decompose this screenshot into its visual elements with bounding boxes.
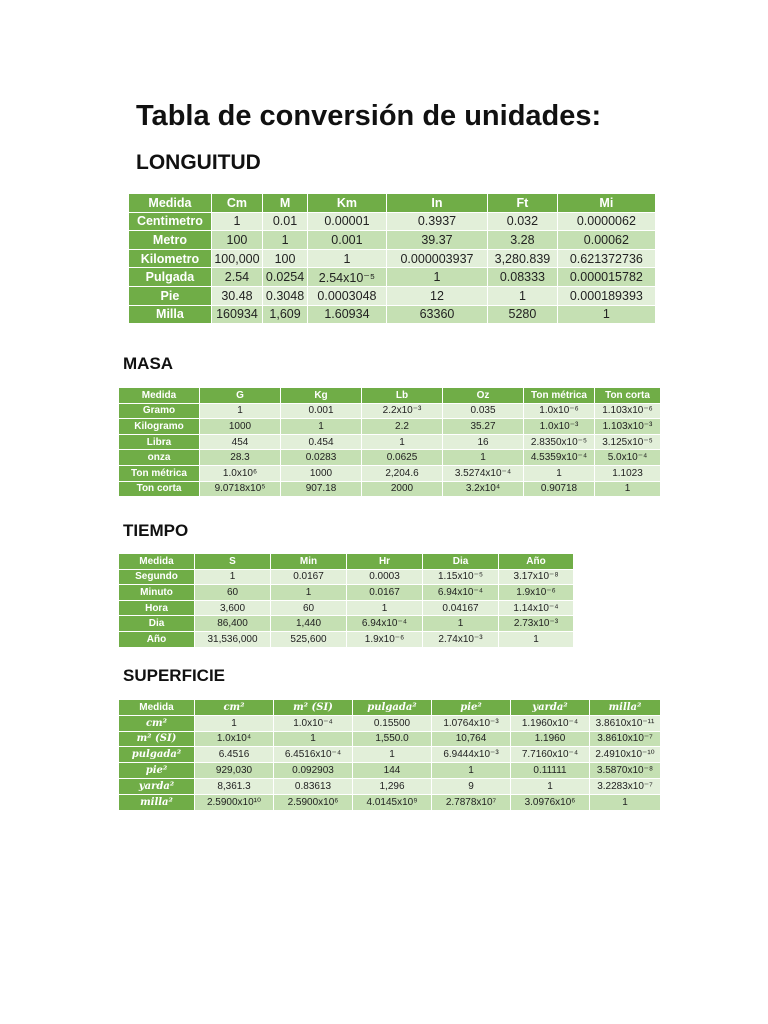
table-row	[119, 795, 660, 810]
table-cell: 454	[200, 435, 280, 450]
table-cell: 1.14x10⁻⁴	[499, 601, 573, 616]
table-cell: 0.092903	[274, 763, 352, 778]
column-header: pulgada²	[353, 700, 431, 715]
table-cell: 160934	[212, 306, 262, 324]
table-cell: 1	[200, 404, 280, 419]
masa-table	[118, 387, 661, 497]
table-cell: 3.8610x10⁻¹¹	[590, 716, 660, 731]
table-cell: 1	[281, 419, 361, 434]
table-cell: 1.0x10⁻⁴	[274, 716, 352, 731]
row-header: cm²	[119, 716, 194, 731]
column-header: m² (SI)	[274, 700, 352, 715]
table-cell: 30.48	[212, 287, 262, 305]
table-cell: 3.28	[488, 231, 557, 249]
table-cell: 0.00062	[558, 231, 655, 249]
table-row	[129, 306, 655, 324]
table-row	[119, 419, 660, 434]
row-header: Centimetro	[129, 213, 211, 231]
table-cell: 1	[353, 747, 431, 762]
section-heading-tiempo: TIEMPO	[123, 521, 189, 540]
table-cell: 4.5359x10⁻⁴	[524, 450, 594, 465]
table-cell: 6.9444x10⁻³	[432, 747, 510, 762]
longitud-table	[128, 193, 656, 324]
table-row	[119, 466, 660, 481]
row-header: Gramo	[119, 404, 199, 419]
table-row	[119, 435, 660, 450]
table-cell: 6.94x10⁻⁴	[347, 616, 422, 631]
table-cell: 0.000015782	[558, 268, 655, 286]
section-heading-longitud: LONGUITUD	[136, 151, 261, 174]
table-cell: 0.90718	[524, 482, 594, 497]
column-header: Cm	[212, 194, 262, 212]
table-cell: 2,204.6	[362, 466, 442, 481]
table-cell: 1	[511, 779, 589, 794]
table-cell: 2.7878x10⁷	[432, 795, 510, 810]
column-header: G	[200, 388, 280, 403]
table-cell: 8,361.3	[195, 779, 273, 794]
table-cell: 1.9x10⁻⁶	[347, 632, 422, 647]
table-cell: 1	[590, 795, 660, 810]
table-cell: 1	[212, 213, 262, 231]
table-cell: 1.9x10⁻⁶	[499, 585, 573, 600]
table-cell: 3.8610x10⁻⁷	[590, 732, 660, 747]
table-cell: 0.0283	[281, 450, 361, 465]
table-cell: 0.001	[281, 404, 361, 419]
table-cell: 3.2x10⁴	[443, 482, 523, 497]
column-header: Dia	[423, 554, 498, 569]
column-header: Lb	[362, 388, 442, 403]
header-row	[119, 388, 660, 403]
table-cell: 1.0x10⁶	[200, 466, 280, 481]
table-cell: 0.621372736	[558, 250, 655, 268]
column-header: Hr	[347, 554, 422, 569]
table-cell: 1	[488, 287, 557, 305]
table-cell: 100,000	[212, 250, 262, 268]
table-cell: 1.0764x10⁻³	[432, 716, 510, 731]
column-header: Ft	[488, 194, 557, 212]
table-cell: 0.001	[308, 231, 386, 249]
table-cell: 0.0003048	[308, 287, 386, 305]
table-cell: 1	[274, 732, 352, 747]
table-cell: 6.4516x10⁻⁴	[274, 747, 352, 762]
row-header: onza	[119, 450, 199, 465]
table-cell: 100	[263, 250, 307, 268]
table-row	[119, 616, 573, 631]
table-cell: 3.125x10⁻⁵	[595, 435, 660, 450]
table-row	[119, 570, 573, 585]
table-cell: 3.5274x10⁻⁴	[443, 466, 523, 481]
table-cell: 1	[347, 601, 422, 616]
table-cell: 0.00001	[308, 213, 386, 231]
table-cell: 525,600	[271, 632, 346, 647]
table-cell: 1.15x10⁻⁵	[423, 570, 498, 585]
table-cell: 86,400	[195, 616, 270, 631]
table-cell: 1000	[281, 466, 361, 481]
table-cell: 2.74x10⁻³	[423, 632, 498, 647]
table-cell: 12	[387, 287, 487, 305]
table-cell: 2.54	[212, 268, 262, 286]
table-cell: 5.0x10⁻⁴	[595, 450, 660, 465]
table-cell: 100	[212, 231, 262, 249]
table-cell: 2.5900x10⁶	[274, 795, 352, 810]
column-header: S	[195, 554, 270, 569]
table-row	[119, 716, 660, 731]
table-cell: 1.60934	[308, 306, 386, 324]
table-cell: 0.0254	[263, 268, 307, 286]
row-header: Libra	[119, 435, 199, 450]
table-row	[129, 250, 655, 268]
section-heading-masa: MASA	[123, 354, 174, 373]
table-row	[119, 585, 573, 600]
table-cell: 0.01	[263, 213, 307, 231]
table-cell: 16	[443, 435, 523, 450]
table-row	[119, 404, 660, 419]
row-header: Pie	[129, 287, 211, 305]
table-cell: 3.0976x10⁶	[511, 795, 589, 810]
row-header: Pulgada	[129, 268, 211, 286]
table-cell: 1	[595, 482, 660, 497]
column-header: Medida	[119, 388, 199, 403]
table-cell: 10,764	[432, 732, 510, 747]
table-cell: 0.0167	[271, 570, 346, 585]
table-cell: 1	[308, 250, 386, 268]
table-cell: 0.000003937	[387, 250, 487, 268]
table-cell: 0.035	[443, 404, 523, 419]
table-cell: 63360	[387, 306, 487, 324]
table-cell: 0.0003	[347, 570, 422, 585]
column-header: cm²	[195, 700, 273, 715]
row-header: Hora	[119, 601, 194, 616]
table-cell: 35.27	[443, 419, 523, 434]
table-cell: 3.17x10⁻⁸	[499, 570, 573, 585]
table-cell: 0.11111	[511, 763, 589, 778]
table-cell: 1	[195, 570, 270, 585]
table-cell: 1	[443, 450, 523, 465]
table-cell: 907.18	[281, 482, 361, 497]
column-header: yarda²	[511, 700, 589, 715]
table-cell: 1.1960x10⁻⁴	[511, 716, 589, 731]
table-cell: 1.1960	[511, 732, 589, 747]
table-row	[119, 450, 660, 465]
column-header: milla²	[590, 700, 660, 715]
column-header: Kg	[281, 388, 361, 403]
table-cell: 9	[432, 779, 510, 794]
table-cell: 1,440	[271, 616, 346, 631]
column-header: Ton corta	[595, 388, 660, 403]
table-cell: 7.7160x10⁻⁴	[511, 747, 589, 762]
row-header: Segundo	[119, 570, 194, 585]
column-header: Medida	[119, 700, 194, 715]
table-cell: 1	[432, 763, 510, 778]
column-header: Km	[308, 194, 386, 212]
table-cell: 1,550.0	[353, 732, 431, 747]
table-cell: 60	[195, 585, 270, 600]
table-cell: 1.0x10⁻³	[524, 419, 594, 434]
table-cell: 5280	[488, 306, 557, 324]
page-title: Tabla de conversión de unidades:	[136, 100, 602, 132]
table-cell: 144	[353, 763, 431, 778]
table-cell: 60	[271, 601, 346, 616]
table-cell: 0.3048	[263, 287, 307, 305]
section-heading-superficie: SUPERFICIE	[123, 666, 226, 685]
table-cell: 1000	[200, 419, 280, 434]
table-cell: 1.103x10⁻³	[595, 419, 660, 434]
row-header: Dia	[119, 616, 194, 631]
table-cell: 2.8350x10⁻⁵	[524, 435, 594, 450]
table-cell: 4.0145x10⁹	[353, 795, 431, 810]
table-cell: 1,296	[353, 779, 431, 794]
table-cell: 39.37	[387, 231, 487, 249]
table-cell: 1	[362, 435, 442, 450]
table-row	[119, 601, 573, 616]
table-cell: 3,280.839	[488, 250, 557, 268]
table-cell: 0.0625	[362, 450, 442, 465]
table-cell: 3.5870x10⁻⁸	[590, 763, 660, 778]
table-cell: 1,609	[263, 306, 307, 324]
table-cell: 2000	[362, 482, 442, 497]
column-header: Medida	[129, 194, 211, 212]
header-row	[119, 700, 660, 715]
table-cell: 1	[524, 466, 594, 481]
table-row	[129, 231, 655, 249]
table-cell: 1	[499, 632, 573, 647]
row-header: pulgada²	[119, 747, 194, 762]
row-header: Kilogramo	[119, 419, 199, 434]
tiempo-table	[118, 553, 574, 648]
row-header: yarda²	[119, 779, 194, 794]
table-cell: 1	[271, 585, 346, 600]
table-cell: 929,030	[195, 763, 273, 778]
table-cell: 9.0718x10⁵	[200, 482, 280, 497]
table-cell: 0.04167	[423, 601, 498, 616]
table-cell: 1.103x10⁻⁶	[595, 404, 660, 419]
table-cell: 0.83613	[274, 779, 352, 794]
table-cell: 31,536,000	[195, 632, 270, 647]
table-row	[119, 732, 660, 747]
header-row	[119, 554, 573, 569]
row-header: Año	[119, 632, 194, 647]
table-cell: 28.3	[200, 450, 280, 465]
column-header: pie²	[432, 700, 510, 715]
table-cell: 1	[263, 231, 307, 249]
table-cell: 2.2	[362, 419, 442, 434]
table-cell: 6.94x10⁻⁴	[423, 585, 498, 600]
table-cell: 0.0167	[347, 585, 422, 600]
table-cell: 0.000189393	[558, 287, 655, 305]
superficie-table	[118, 699, 661, 811]
table-cell: 0.3937	[387, 213, 487, 231]
table-cell: 0.15500	[353, 716, 431, 731]
table-row	[129, 287, 655, 305]
table-cell: 0.454	[281, 435, 361, 450]
column-header: In	[387, 194, 487, 212]
table-cell: 1.0x10⁴	[195, 732, 273, 747]
table-cell: 0.0000062	[558, 213, 655, 231]
table-cell: 2.5900x10¹⁰	[195, 795, 273, 810]
table-row	[129, 268, 655, 286]
header-row	[129, 194, 655, 212]
row-header: Ton métrica	[119, 466, 199, 481]
table-cell: 2.2x10⁻³	[362, 404, 442, 419]
table-cell: 3.2283x10⁻⁷	[590, 779, 660, 794]
row-header: Ton corta	[119, 482, 199, 497]
table-cell: 1	[558, 306, 655, 324]
table-cell: 2.73x10⁻³	[499, 616, 573, 631]
row-header: Milla	[129, 306, 211, 324]
column-header: Mi	[558, 194, 655, 212]
row-header: Minuto	[119, 585, 194, 600]
table-row	[119, 482, 660, 497]
table-row	[129, 213, 655, 231]
table-row	[119, 747, 660, 762]
row-header: m² (SI)	[119, 732, 194, 747]
table-row	[119, 779, 660, 794]
table-cell: 1	[195, 716, 273, 731]
table-cell: 3,600	[195, 601, 270, 616]
table-cell: 1	[423, 616, 498, 631]
table-cell: 1	[387, 268, 487, 286]
table-row	[119, 632, 573, 647]
table-cell: 6.4516	[195, 747, 273, 762]
column-header: M	[263, 194, 307, 212]
column-header: Min	[271, 554, 346, 569]
row-header: Kilometro	[129, 250, 211, 268]
row-header: Metro	[129, 231, 211, 249]
row-header: milla²	[119, 795, 194, 810]
table-cell: 0.032	[488, 213, 557, 231]
column-header: Medida	[119, 554, 194, 569]
table-cell: 0.08333	[488, 268, 557, 286]
table-cell: 1.0x10⁻⁶	[524, 404, 594, 419]
table-cell: 1.1023	[595, 466, 660, 481]
column-header: Oz	[443, 388, 523, 403]
row-header: pie²	[119, 763, 194, 778]
table-cell: 2.4910x10⁻¹⁰	[590, 747, 660, 762]
column-header: Ton métrica	[524, 388, 594, 403]
column-header: Año	[499, 554, 573, 569]
table-row	[119, 763, 660, 778]
table-cell: 2.54x10⁻⁵	[308, 268, 386, 286]
